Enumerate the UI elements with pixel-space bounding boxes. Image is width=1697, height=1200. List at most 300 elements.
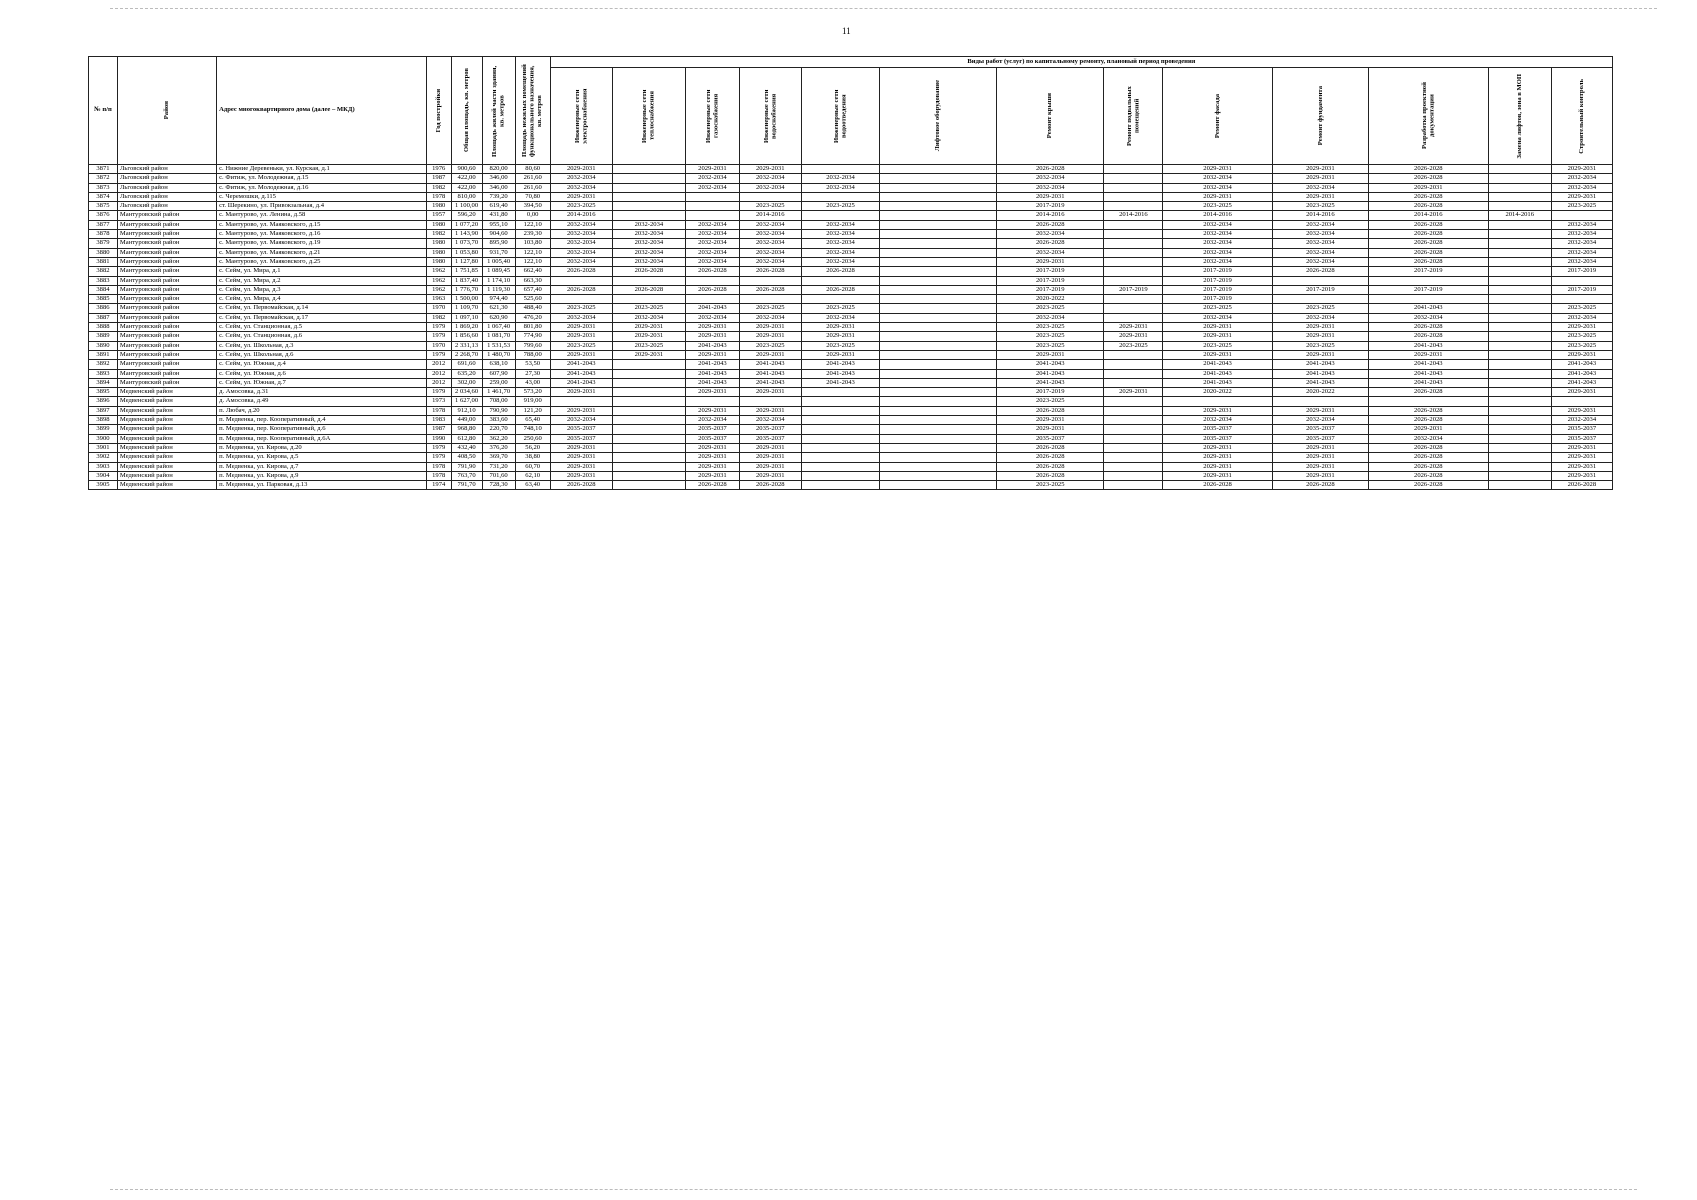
row-work-period: 2026-2028 xyxy=(997,220,1104,229)
row-work-period: 2032-2034 xyxy=(739,313,801,322)
row-living-area: 701,60 xyxy=(482,471,515,480)
row-work-period: 2026-2028 xyxy=(1368,165,1488,174)
row-nonliving-area: 476,20 xyxy=(515,313,550,322)
row-work-period: 2032-2034 xyxy=(1368,313,1488,322)
row-work-period: 2032-2034 xyxy=(1551,174,1612,183)
row-number: 3896 xyxy=(89,397,118,406)
row-district: Льговский район xyxy=(117,183,216,192)
row-work-period xyxy=(1368,295,1488,304)
row-address: с. Сейм, ул. Первомайская, д.17 xyxy=(217,313,427,322)
row-work-period xyxy=(1104,397,1163,406)
row-total-area: 2 331,13 xyxy=(451,341,482,350)
row-work-period: 2017-2019 xyxy=(1163,267,1273,276)
table-row xyxy=(89,276,1613,285)
row-work-period: 2029-2031 xyxy=(1272,174,1368,183)
row-work-period xyxy=(801,462,880,471)
row-district: Мантуровский район xyxy=(117,313,216,322)
row-work-period xyxy=(550,295,612,304)
col-header-district: Район xyxy=(117,57,216,165)
row-work-period: 2032-2034 xyxy=(686,230,740,239)
row-year: 2012 xyxy=(426,369,451,378)
row-work-period xyxy=(612,202,685,211)
row-district: Мантуровский район xyxy=(117,248,216,257)
row-work-period xyxy=(1488,313,1551,322)
row-year: 1962 xyxy=(426,285,451,294)
row-work-period xyxy=(880,443,997,452)
row-work-period: 2032-2034 xyxy=(550,416,612,425)
row-work-period xyxy=(1104,239,1163,248)
row-district: Мантуровский район xyxy=(117,369,216,378)
row-total-area: 1 053,80 xyxy=(451,248,482,257)
table-row xyxy=(89,323,1613,332)
row-work-period xyxy=(801,397,880,406)
row-work-period: 2041-2043 xyxy=(1368,341,1488,350)
row-work-period xyxy=(880,183,997,192)
row-work-period: 2032-2034 xyxy=(612,257,685,266)
row-living-area: 346,00 xyxy=(482,174,515,183)
row-total-area: 968,80 xyxy=(451,425,482,434)
row-work-period: 2026-2028 xyxy=(997,406,1104,415)
row-work-period: 2041-2043 xyxy=(1368,369,1488,378)
row-total-area: 1 627,00 xyxy=(451,397,482,406)
row-work-period xyxy=(612,462,685,471)
row-work-period: 2029-2031 xyxy=(550,332,612,341)
row-address: п. Медвенка, ул. Кирова, д.20 xyxy=(217,443,427,452)
row-living-area: 931,70 xyxy=(482,248,515,257)
row-work-period xyxy=(801,406,880,415)
row-address: п. Медвенка, ул. Кирова, д.9 xyxy=(217,471,427,480)
col-header-total-area: Общая площадь, кв. метров xyxy=(451,57,482,165)
row-work-period xyxy=(880,378,997,387)
row-work-period xyxy=(1488,443,1551,452)
row-year: 1973 xyxy=(426,397,451,406)
row-work-period: 2035-2037 xyxy=(686,434,740,443)
row-work-period xyxy=(612,425,685,434)
row-work-period xyxy=(801,434,880,443)
row-work-period: 2041-2043 xyxy=(1163,369,1273,378)
row-work-period: 2029-2031 xyxy=(739,406,801,415)
row-work-period: 2026-2028 xyxy=(997,443,1104,452)
row-total-area: 791,90 xyxy=(451,462,482,471)
row-work-period xyxy=(1104,434,1163,443)
row-work-period xyxy=(1104,183,1163,192)
row-work-period: 2026-2028 xyxy=(1368,230,1488,239)
row-work-period: 2032-2034 xyxy=(997,313,1104,322)
row-number: 3875 xyxy=(89,202,118,211)
row-nonliving-area: 394,50 xyxy=(515,202,550,211)
table-body xyxy=(89,165,1613,490)
row-nonliving-area: 65,40 xyxy=(515,416,550,425)
row-work-period: 2032-2034 xyxy=(686,248,740,257)
row-work-period: 2029-2031 xyxy=(1104,323,1163,332)
row-work-period: 2026-2028 xyxy=(739,267,801,276)
row-year: 1979 xyxy=(426,323,451,332)
row-work-period: 2017-2019 xyxy=(1368,267,1488,276)
row-work-period xyxy=(739,397,801,406)
row-year: 1980 xyxy=(426,257,451,266)
row-work-period xyxy=(612,276,685,285)
row-work-period: 2035-2037 xyxy=(1551,425,1612,434)
row-work-period: 2026-2028 xyxy=(1368,462,1488,471)
row-work-period: 2014-2016 xyxy=(1272,211,1368,220)
row-work-period: 2029-2031 xyxy=(1551,406,1612,415)
row-work-period: 2032-2034 xyxy=(1272,257,1368,266)
col-header-year: Год постройки xyxy=(426,57,451,165)
row-work-period xyxy=(1488,267,1551,276)
row-district: Медвенский район xyxy=(117,481,216,490)
row-work-period: 2032-2034 xyxy=(1163,257,1273,266)
row-district: Медвенский район xyxy=(117,397,216,406)
row-living-area: 739,20 xyxy=(482,192,515,201)
row-work-period: 2041-2043 xyxy=(686,369,740,378)
row-work-period: 2029-2031 xyxy=(686,165,740,174)
row-work-period xyxy=(686,295,740,304)
row-work-period: 2032-2034 xyxy=(1551,248,1612,257)
col-header-work-sewer: Инженерные сети водоотведения xyxy=(801,68,880,165)
row-work-period: 2032-2034 xyxy=(1272,220,1368,229)
table-header xyxy=(89,57,1613,165)
row-work-period: 2017-2019 xyxy=(997,276,1104,285)
row-work-period: 2014-2016 xyxy=(550,211,612,220)
row-work-period xyxy=(1104,462,1163,471)
row-work-period: 2032-2034 xyxy=(997,183,1104,192)
row-living-area: 728,30 xyxy=(482,481,515,490)
row-district: Медвенский район xyxy=(117,416,216,425)
row-work-period: 2029-2031 xyxy=(686,388,740,397)
row-work-period: 2041-2043 xyxy=(1368,360,1488,369)
row-nonliving-area: 43,00 xyxy=(515,378,550,387)
table-row xyxy=(89,453,1613,462)
row-year: 1978 xyxy=(426,406,451,415)
row-nonliving-area: 38,80 xyxy=(515,453,550,462)
row-address: с. Фитиж, ул. Молодежная, д.15 xyxy=(217,174,427,183)
row-work-period: 2032-2034 xyxy=(686,239,740,248)
row-work-period: 2032-2034 xyxy=(1551,257,1612,266)
row-work-period xyxy=(801,443,880,452)
row-work-period xyxy=(612,397,685,406)
row-work-period: 2041-2043 xyxy=(997,378,1104,387)
row-work-period xyxy=(1551,295,1612,304)
table-row xyxy=(89,416,1613,425)
col-header-work-basement: Ремонт подвальных помещений xyxy=(1104,68,1163,165)
row-year: 1978 xyxy=(426,192,451,201)
row-work-period: 2041-2043 xyxy=(686,341,740,350)
row-living-area: 1 067,40 xyxy=(482,323,515,332)
row-total-area: 1 776,70 xyxy=(451,285,482,294)
row-work-period: 2026-2028 xyxy=(1368,406,1488,415)
row-work-period: 2020-2022 xyxy=(997,295,1104,304)
row-work-period: 2035-2037 xyxy=(1551,434,1612,443)
row-work-period xyxy=(801,295,880,304)
row-work-period: 2029-2031 xyxy=(1551,165,1612,174)
row-work-period: 2029-2031 xyxy=(1368,425,1488,434)
row-work-period: 2026-2028 xyxy=(1272,267,1368,276)
row-work-period xyxy=(880,220,997,229)
row-total-area: 2 268,70 xyxy=(451,350,482,359)
table-row xyxy=(89,471,1613,480)
row-work-period: 2029-2031 xyxy=(739,453,801,462)
row-address: п. Медвенка, пер. Кооперативный, д.4 xyxy=(217,416,427,425)
row-year: 1962 xyxy=(426,267,451,276)
row-number: 3881 xyxy=(89,257,118,266)
row-work-period: 2032-2034 xyxy=(1163,174,1273,183)
row-work-period: 2041-2043 xyxy=(686,378,740,387)
row-work-period xyxy=(686,211,740,220)
table-row xyxy=(89,174,1613,183)
row-work-period xyxy=(612,453,685,462)
row-work-period xyxy=(880,211,997,220)
scan-top-rule xyxy=(110,8,1657,9)
table-row xyxy=(89,192,1613,201)
row-work-period: 2029-2031 xyxy=(1272,192,1368,201)
row-work-period: 2026-2028 xyxy=(612,285,685,294)
row-work-period: 2023-2025 xyxy=(1104,341,1163,350)
row-district: Мантуровский район xyxy=(117,295,216,304)
row-work-period: 2029-2031 xyxy=(801,323,880,332)
row-total-area: 1 500,00 xyxy=(451,295,482,304)
row-year: 2012 xyxy=(426,360,451,369)
row-work-period xyxy=(1272,276,1368,285)
row-year: 1987 xyxy=(426,425,451,434)
row-work-period xyxy=(880,471,997,480)
row-work-period: 2032-2034 xyxy=(1163,416,1273,425)
row-address: д. Амосовка, д.49 xyxy=(217,397,427,406)
row-nonliving-area: 662,40 xyxy=(515,267,550,276)
row-work-period xyxy=(1488,304,1551,313)
row-work-period: 2032-2034 xyxy=(1272,313,1368,322)
row-living-area: 904,60 xyxy=(482,230,515,239)
row-work-period: 2017-2019 xyxy=(1104,285,1163,294)
row-work-period: 2032-2034 xyxy=(612,248,685,257)
row-work-period: 2029-2031 xyxy=(1272,350,1368,359)
row-district: Мантуровский район xyxy=(117,332,216,341)
table-row xyxy=(89,443,1613,452)
row-work-period xyxy=(612,369,685,378)
row-number: 3877 xyxy=(89,220,118,229)
row-work-period xyxy=(1551,211,1612,220)
row-work-period: 2032-2034 xyxy=(1551,416,1612,425)
row-nonliving-area: 63,40 xyxy=(515,481,550,490)
row-work-period: 2023-2025 xyxy=(1163,304,1273,313)
row-nonliving-area: 261,60 xyxy=(515,183,550,192)
row-work-period xyxy=(1104,378,1163,387)
row-work-period: 2035-2037 xyxy=(1163,434,1273,443)
row-nonliving-area: 122,10 xyxy=(515,248,550,257)
row-address: п. Медвенка, ул. Кирова, д.7 xyxy=(217,462,427,471)
row-nonliving-area: 919,00 xyxy=(515,397,550,406)
row-work-period: 2026-2028 xyxy=(1368,192,1488,201)
row-work-period xyxy=(612,416,685,425)
row-work-period: 2032-2034 xyxy=(686,257,740,266)
row-work-period: 2041-2043 xyxy=(1551,360,1612,369)
row-district: Медвенский район xyxy=(117,462,216,471)
row-work-period xyxy=(1104,369,1163,378)
row-work-period: 2023-2025 xyxy=(1551,341,1612,350)
row-work-period: 2023-2025 xyxy=(1163,341,1273,350)
row-work-period xyxy=(880,350,997,359)
row-work-period: 2026-2028 xyxy=(1368,202,1488,211)
row-nonliving-area: 53,50 xyxy=(515,360,550,369)
row-work-period: 2023-2025 xyxy=(997,397,1104,406)
row-work-period: 2032-2034 xyxy=(686,220,740,229)
row-work-period xyxy=(880,416,997,425)
row-nonliving-area: 801,80 xyxy=(515,323,550,332)
row-work-period: 2041-2043 xyxy=(686,360,740,369)
row-work-period: 2023-2025 xyxy=(612,304,685,313)
row-work-period xyxy=(1488,360,1551,369)
table-row xyxy=(89,220,1613,229)
row-district: Мантуровский район xyxy=(117,285,216,294)
row-work-period: 2041-2043 xyxy=(1551,378,1612,387)
row-work-period xyxy=(880,388,997,397)
row-total-area: 900,60 xyxy=(451,165,482,174)
row-work-period: 2032-2034 xyxy=(612,239,685,248)
row-work-period: 2026-2028 xyxy=(1368,388,1488,397)
row-living-area: 362,20 xyxy=(482,434,515,443)
row-total-area: 302,00 xyxy=(451,378,482,387)
row-year: 1974 xyxy=(426,481,451,490)
row-work-period: 2035-2037 xyxy=(997,434,1104,443)
row-work-period: 2029-2031 xyxy=(1551,443,1612,452)
table-row xyxy=(89,462,1613,471)
row-work-period: 2026-2028 xyxy=(550,267,612,276)
row-number: 3893 xyxy=(89,369,118,378)
row-year: 2012 xyxy=(426,378,451,387)
row-work-period xyxy=(1272,397,1368,406)
row-total-area: 691,60 xyxy=(451,360,482,369)
row-work-period: 2023-2025 xyxy=(1551,332,1612,341)
row-work-period: 2032-2034 xyxy=(1163,239,1273,248)
row-work-period: 2032-2034 xyxy=(1272,239,1368,248)
row-work-period: 2032-2034 xyxy=(1272,248,1368,257)
row-year: 1970 xyxy=(426,341,451,350)
row-address: с. Мантурово, ул. Маяковского, д.21 xyxy=(217,248,427,257)
row-work-period: 2029-2031 xyxy=(550,471,612,480)
row-work-period: 2029-2031 xyxy=(997,257,1104,266)
col-header-work-design: Разработка проектной документации xyxy=(1368,68,1488,165)
row-year: 1979 xyxy=(426,453,451,462)
row-number: 3887 xyxy=(89,313,118,322)
table-row xyxy=(89,230,1613,239)
row-address: п. Медвенка, ул. Парковая, д.13 xyxy=(217,481,427,490)
row-nonliving-area: 525,60 xyxy=(515,295,550,304)
row-total-area: 1 097,10 xyxy=(451,313,482,322)
row-work-period xyxy=(612,360,685,369)
row-work-period xyxy=(1104,257,1163,266)
row-work-period xyxy=(1368,276,1488,285)
row-living-area: 220,70 xyxy=(482,425,515,434)
row-address: с. Сейм, ул. Мира, д.2 xyxy=(217,276,427,285)
row-district: Мантуровский район xyxy=(117,267,216,276)
row-work-period: 2041-2043 xyxy=(1368,304,1488,313)
row-number: 3889 xyxy=(89,332,118,341)
table-row xyxy=(89,295,1613,304)
row-number: 3897 xyxy=(89,406,118,415)
row-work-period xyxy=(880,192,997,201)
row-work-period: 2026-2028 xyxy=(997,165,1104,174)
row-work-period xyxy=(1488,323,1551,332)
row-work-period: 2023-2025 xyxy=(997,341,1104,350)
row-nonliving-area: 121,20 xyxy=(515,406,550,415)
row-work-period xyxy=(801,211,880,220)
row-nonliving-area: 103,80 xyxy=(515,239,550,248)
row-work-period: 2017-2019 xyxy=(997,388,1104,397)
row-district: Мантуровский район xyxy=(117,323,216,332)
row-work-period: 2017-2019 xyxy=(997,202,1104,211)
row-year: 1980 xyxy=(426,248,451,257)
row-work-period: 2029-2031 xyxy=(686,350,740,359)
table-row xyxy=(89,202,1613,211)
row-nonliving-area: 488,40 xyxy=(515,304,550,313)
row-work-period xyxy=(1488,220,1551,229)
row-address: с. Мантурово, ул. Маяковского, д.16 xyxy=(217,230,427,239)
row-work-period: 2029-2031 xyxy=(739,443,801,452)
row-number: 3873 xyxy=(89,183,118,192)
row-work-period xyxy=(880,462,997,471)
row-total-area: 422,00 xyxy=(451,174,482,183)
row-district: Медвенский район xyxy=(117,453,216,462)
row-work-period xyxy=(612,378,685,387)
row-district: Медвенский район xyxy=(117,388,216,397)
row-work-period xyxy=(880,341,997,350)
row-work-period: 2035-2037 xyxy=(686,425,740,434)
row-work-period: 2029-2031 xyxy=(686,323,740,332)
row-work-period xyxy=(612,406,685,415)
table-row xyxy=(89,369,1613,378)
row-work-period: 2032-2034 xyxy=(1272,183,1368,192)
row-work-period: 2023-2025 xyxy=(997,323,1104,332)
row-year: 1963 xyxy=(426,295,451,304)
row-work-period xyxy=(612,165,685,174)
row-work-period: 2029-2031 xyxy=(612,323,685,332)
row-work-period: 2023-2025 xyxy=(1163,202,1273,211)
row-work-period: 2032-2034 xyxy=(686,313,740,322)
row-work-period: 2017-2019 xyxy=(1551,267,1612,276)
row-work-period: 2029-2031 xyxy=(686,462,740,471)
row-number: 3878 xyxy=(89,230,118,239)
row-work-period: 2026-2028 xyxy=(1368,481,1488,490)
row-year: 1982 xyxy=(426,183,451,192)
row-work-period: 2026-2028 xyxy=(997,471,1104,480)
row-work-period xyxy=(1104,276,1163,285)
table-row xyxy=(89,406,1613,415)
row-address: с. Нижние Деревеньки, ул. Курская, д.1 xyxy=(217,165,427,174)
row-work-period xyxy=(1488,341,1551,350)
row-work-period: 2029-2031 xyxy=(1163,471,1273,480)
row-work-period: 2026-2028 xyxy=(1368,220,1488,229)
row-work-period xyxy=(1488,462,1551,471)
row-total-area: 791,70 xyxy=(451,481,482,490)
col-header-work-electric: Инженерные сети электроснабжения xyxy=(550,68,612,165)
row-year: 1978 xyxy=(426,471,451,480)
row-living-area: 790,90 xyxy=(482,406,515,415)
row-work-period: 2035-2037 xyxy=(550,434,612,443)
row-work-period xyxy=(880,304,997,313)
row-work-period: 2032-2034 xyxy=(739,416,801,425)
row-total-area: 2 034,60 xyxy=(451,388,482,397)
row-work-period xyxy=(1104,165,1163,174)
row-year: 1970 xyxy=(426,304,451,313)
row-number: 3886 xyxy=(89,304,118,313)
row-work-period: 2023-2025 xyxy=(550,341,612,350)
row-year: 1979 xyxy=(426,332,451,341)
row-nonliving-area: 80,60 xyxy=(515,165,550,174)
table-row xyxy=(89,267,1613,276)
row-work-period: 2026-2028 xyxy=(1551,481,1612,490)
row-district: Мантуровский район xyxy=(117,304,216,313)
row-work-period xyxy=(801,192,880,201)
row-work-period: 2032-2034 xyxy=(550,248,612,257)
